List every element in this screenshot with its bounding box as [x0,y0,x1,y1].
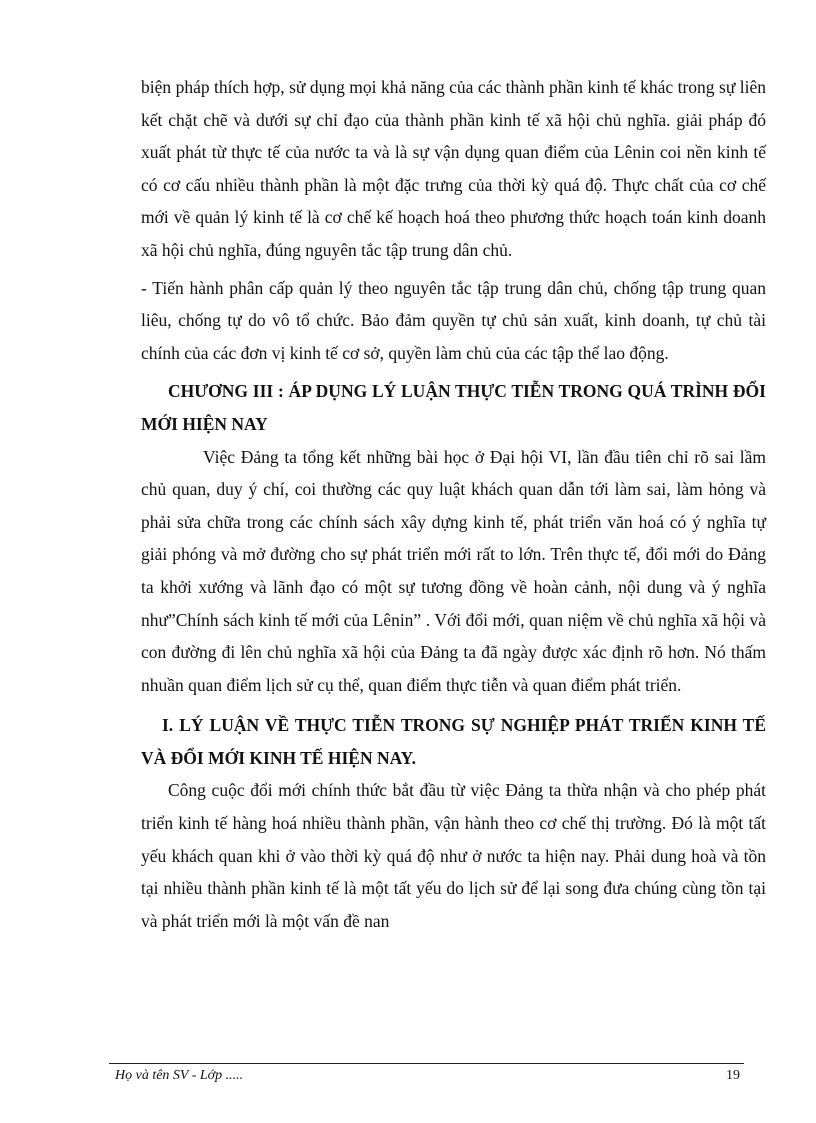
paragraph-1: biện pháp thích hợp, sử dụng mọi khả năng của các thành phần kinh tế khác trong sự liên kết chặt chẽ và dưới sự chỉ đạo của thành phần kinh tế xã hội chủ nghĩa. giải pháp đó xuất phát từ thực tế của nước ta và là sự vận dụng quan điểm của Lênin coi nền kinh tế có cơ cấu nhiều thành phần là một đặc trưng của thời kỳ quá độ. Thực chất của cơ chế mới về quản lý kinh tế là cơ chế kế hoạch hoá theo phương thức hoạch toán kinh doanh xã hội chủ nghĩa, đúng nguyên tắc tập trung dân chủ. [141,77,766,260]
paragraph-4: Công cuộc đổi mới chính thức bắt đầu từ việc Đảng ta thừa nhận và cho phép phát triển kinh tế hàng hoá nhiều thành phần, vận hành theo cơ chế thị trường. Đó là một tất yếu khách quan khi ở vào thời kỳ quá độ như ở nước ta hiện nay. Phải dung hoà và tồn tại nhiều thành phần kinh tế là một tất yếu do lịch sử để lại song đưa chúng cùng tồn tại và phát triển mới là một vấn đề nan [141,780,766,931]
body-text [141,71,766,937]
paragraph-3: Việc Đảng ta tổng kết những bài học ở Đại hội VI, lần đầu tiên chỉ rõ sai lầm chủ quan, duy ý chí, coi thường các quy luật khách quan dẫn tới làm sai, làm hỏng và phải sửa chữa trong các chính sách xây dựng kinh tế, phát triển văn hoá có ý nghĩa tự giải phóng và mở đường cho sự phát triển mới rất to lớn. Trên thực tế, đổi mới do Đảng ta khởi xướng và lãnh đạo có một sự tương đồng về hoàn cảnh, nội dung và ý nghĩa như”Chính sách kinh tế mới của Lênin” . Với đổi mới, quan niệm về chủ nghĩa xã hội và con đường đi lên chủ nghĩa xã hội của Đảng ta đã ngày được xác định rõ hơn. Nó thấm nhuần quan điểm lịch sử cụ thể, quan điểm thực tiễn và quan điểm phát triển. [141,446,766,695]
chapter-heading: CHƯƠNG III : ÁP DỤNG LÝ LUẬN THỰC TIỄN TRONG QUÁ TRÌNH ĐỔI MỚI HIỆN NAY [141,381,766,434]
section-heading: I. LÝ LUẬN VỀ THỰC TIỄN TRONG SỰ NGHIỆP PHÁT TRIỂN KINH TẾ VÀ ĐỔI MỚI KINH TẾ HIỆN NAY. [141,715,766,768]
paragraph-2: - Tiến hành phân cấp quản lý theo nguyên tắc tập trung dân chủ, chống tập trung quan liêu, chống tự do vô tổ chức. Bảo đảm quyền tự chủ sản xuất, kinh doanh, tự chủ tài chính của các đơn vị kinh tế cơ sở, quyền làm chủ của các tập thể lao động. [141,277,766,363]
page-number: 19 [726,1068,740,1083]
footer-divider [109,1063,744,1064]
footer-student-info: Họ và tên SV - Lớp ..... [115,1068,244,1083]
